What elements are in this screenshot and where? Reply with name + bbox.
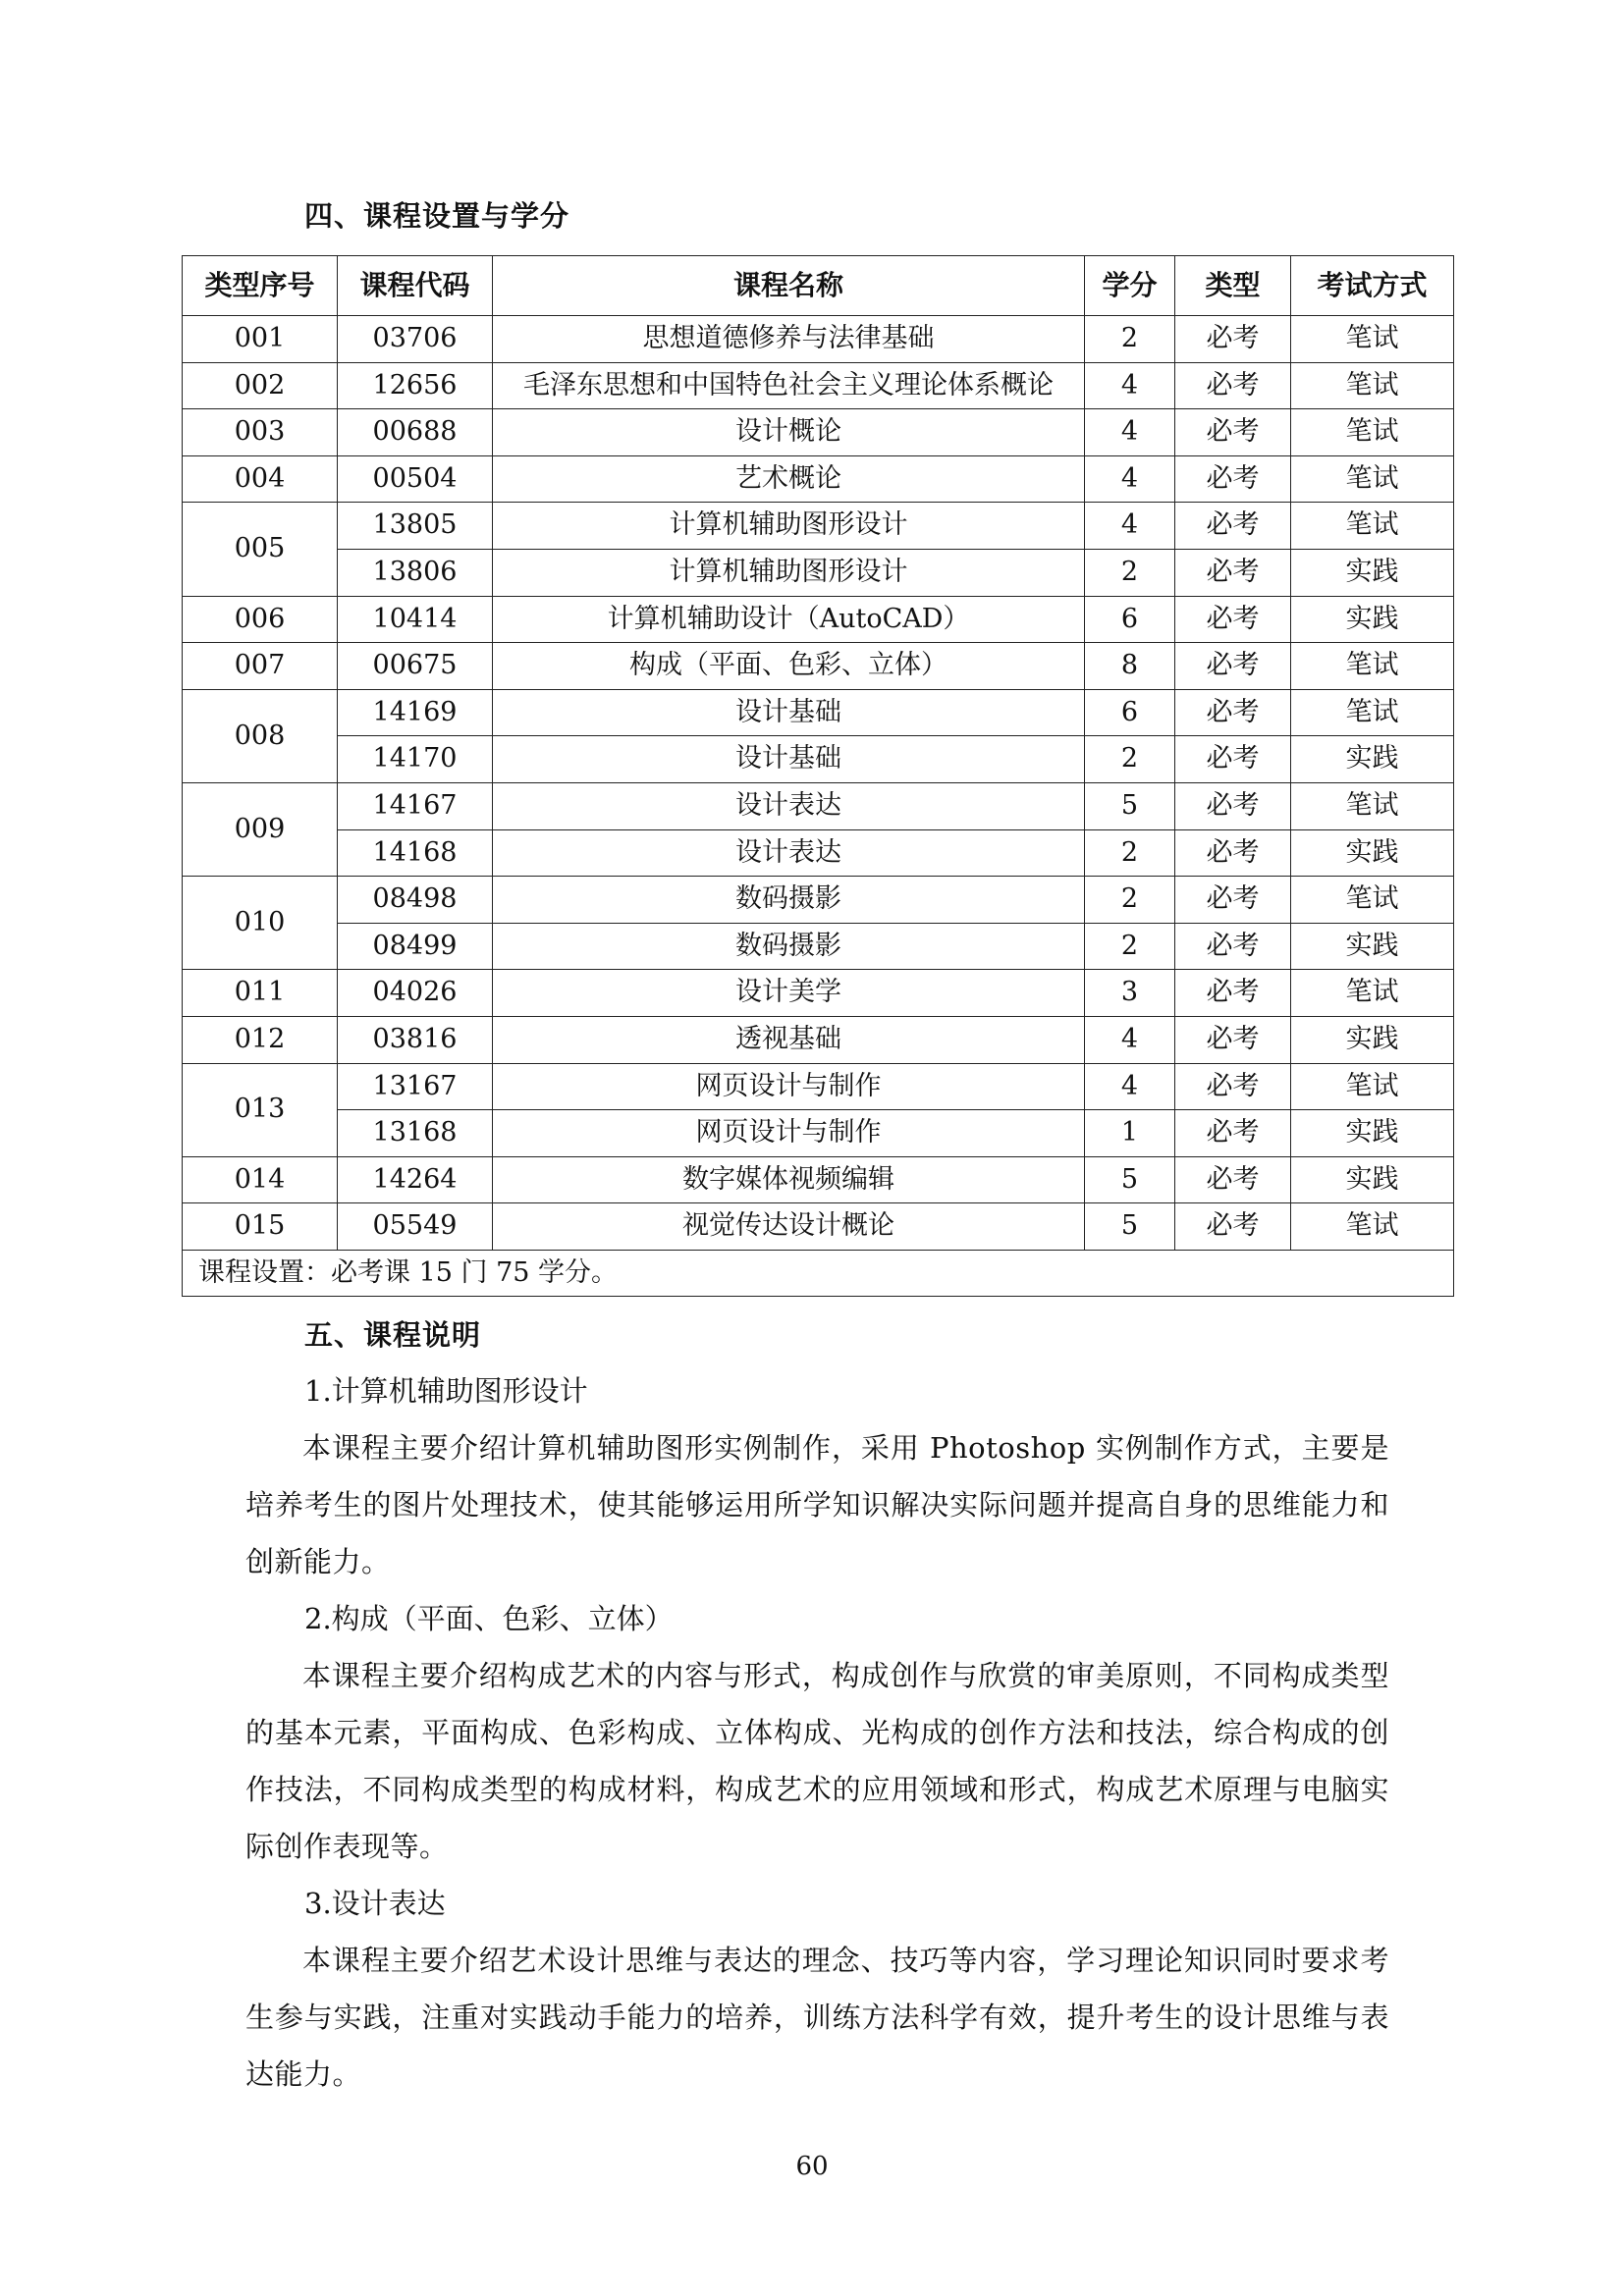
header-seq: 类型序号 xyxy=(183,256,338,316)
cell-exam: 笔试 xyxy=(1291,1203,1454,1251)
table-row xyxy=(183,596,1454,643)
table-row xyxy=(183,782,1454,829)
description-title: 1.计算机辅助图形设计 xyxy=(304,1374,588,1408)
description-body: 本课程主要介绍艺术设计思维与表达的理念、技巧等内容，学习理论知识同时要求考生参与实践，注重对实践动手能力的培养，训练方法科学有效，提升考生的设计思维与表达能力。 xyxy=(245,1944,1389,2091)
cell-code: 10414 xyxy=(338,596,493,643)
cell-credit: 2 xyxy=(1085,829,1175,877)
cell-credit: 2 xyxy=(1085,923,1175,970)
table-footer: 课程设置：必考课 15 门 75 学分。 xyxy=(183,1250,1454,1297)
cell-type: 必考 xyxy=(1175,970,1291,1017)
cell-exam: 笔试 xyxy=(1291,877,1454,924)
course-description-heading: 五、课程说明 xyxy=(304,1318,482,1352)
table-row xyxy=(183,970,1454,1017)
cell-code: 08498 xyxy=(338,877,493,924)
table-row xyxy=(183,923,1454,970)
cell-type: 必考 xyxy=(1175,829,1291,877)
cell-code: 04026 xyxy=(338,970,493,1017)
cell-exam: 实践 xyxy=(1291,923,1454,970)
cell-type: 必考 xyxy=(1175,409,1291,456)
cell-code: 14264 xyxy=(338,1156,493,1203)
header-name: 课程名称 xyxy=(493,256,1085,316)
cell-exam: 笔试 xyxy=(1291,503,1454,550)
course-descriptions xyxy=(245,1362,1389,2103)
cell-seq: 013 xyxy=(183,1063,338,1156)
cell-credit: 4 xyxy=(1085,409,1175,456)
cell-credit: 4 xyxy=(1085,455,1175,503)
cell-type: 必考 xyxy=(1175,643,1291,690)
cell-name: 思想道德修养与法律基础 xyxy=(493,316,1085,363)
cell-credit: 5 xyxy=(1085,782,1175,829)
cell-code: 00675 xyxy=(338,643,493,690)
cell-exam: 笔试 xyxy=(1291,643,1454,690)
cell-name: 透视基础 xyxy=(493,1016,1085,1063)
cell-credit: 5 xyxy=(1085,1156,1175,1203)
cell-exam: 笔试 xyxy=(1291,316,1454,363)
cell-seq: 008 xyxy=(183,689,338,782)
cell-exam: 实践 xyxy=(1291,596,1454,643)
cell-code: 03706 xyxy=(338,316,493,363)
cell-type: 必考 xyxy=(1175,503,1291,550)
cell-name: 网页设计与制作 xyxy=(493,1063,1085,1110)
cell-name: 设计基础 xyxy=(493,689,1085,736)
cell-name: 艺术概论 xyxy=(493,455,1085,503)
cell-type: 必考 xyxy=(1175,362,1291,409)
cell-exam: 笔试 xyxy=(1291,782,1454,829)
cell-exam: 实践 xyxy=(1291,1016,1454,1063)
cell-credit: 3 xyxy=(1085,970,1175,1017)
cell-name: 设计表达 xyxy=(493,829,1085,877)
header-exam: 考试方式 xyxy=(1291,256,1454,316)
cell-seq: 011 xyxy=(183,970,338,1017)
description-body: 本课程主要介绍构成艺术的内容与形式，构成创作与欣赏的审美原则，不同构成类型的基本元素，平面构成、色彩构成、立体构成、光构成的创作方法和技法，综合构成的创作技法，不同构成类型的构成材料，构成艺术的应用领域和形式，构成艺术原理与电脑实际创作表现等。 xyxy=(245,1659,1389,1863)
table-header-row xyxy=(183,256,1454,316)
cell-type: 必考 xyxy=(1175,1063,1291,1110)
cell-name: 计算机辅助设计（AutoCAD） xyxy=(493,596,1085,643)
cell-type: 必考 xyxy=(1175,596,1291,643)
cell-type: 必考 xyxy=(1175,1203,1291,1251)
cell-type: 必考 xyxy=(1175,782,1291,829)
cell-exam: 实践 xyxy=(1291,549,1454,596)
cell-code: 13806 xyxy=(338,549,493,596)
cell-exam: 笔试 xyxy=(1291,689,1454,736)
cell-seq: 014 xyxy=(183,1156,338,1203)
cell-seq: 004 xyxy=(183,455,338,503)
cell-name: 设计基础 xyxy=(493,736,1085,783)
table-row xyxy=(183,549,1454,596)
cell-type: 必考 xyxy=(1175,877,1291,924)
cell-type: 必考 xyxy=(1175,1016,1291,1063)
cell-seq: 010 xyxy=(183,877,338,970)
cell-credit: 2 xyxy=(1085,316,1175,363)
table-row xyxy=(183,1016,1454,1063)
cell-credit: 4 xyxy=(1085,1063,1175,1110)
cell-name: 计算机辅助图形设计 xyxy=(493,503,1085,550)
description-title: 2.构成（平面、色彩、立体） xyxy=(304,1602,674,1635)
cell-code: 08499 xyxy=(338,923,493,970)
cell-name: 设计概论 xyxy=(493,409,1085,456)
table-row xyxy=(183,689,1454,736)
cell-type: 必考 xyxy=(1175,736,1291,783)
table-row xyxy=(183,1063,1454,1110)
cell-name: 毛泽东思想和中国特色社会主义理论体系概论 xyxy=(493,362,1085,409)
cell-name: 数字媒体视频编辑 xyxy=(493,1156,1085,1203)
header-type: 类型 xyxy=(1175,256,1291,316)
section-title: 四、课程设置与学分 xyxy=(304,199,570,233)
cell-credit: 2 xyxy=(1085,877,1175,924)
cell-name: 计算机辅助图形设计 xyxy=(493,549,1085,596)
cell-name: 设计表达 xyxy=(493,782,1085,829)
cell-exam: 笔试 xyxy=(1291,970,1454,1017)
cell-type: 必考 xyxy=(1175,316,1291,363)
cell-seq: 015 xyxy=(183,1203,338,1251)
description-body: 本课程主要介绍计算机辅助图形实例制作，采用 Photoshop 实例制作方式，主要是培养考生的图片处理技术，使其能够运用所学知识解决实际问题并提高自身的思维能力和创新能力。 xyxy=(245,1431,1389,1578)
cell-code: 13167 xyxy=(338,1063,493,1110)
table-row xyxy=(183,455,1454,503)
cell-name: 视觉传达设计概论 xyxy=(493,1203,1085,1251)
cell-credit: 5 xyxy=(1085,1203,1175,1251)
cell-seq: 003 xyxy=(183,409,338,456)
table-row xyxy=(183,829,1454,877)
cell-seq: 009 xyxy=(183,782,338,876)
table-row xyxy=(183,643,1454,690)
table-row xyxy=(183,409,1454,456)
cell-seq: 012 xyxy=(183,1016,338,1063)
cell-code: 00504 xyxy=(338,455,493,503)
cell-credit: 6 xyxy=(1085,596,1175,643)
cell-code: 14169 xyxy=(338,689,493,736)
cell-exam: 笔试 xyxy=(1291,409,1454,456)
cell-credit: 1 xyxy=(1085,1110,1175,1157)
cell-name: 网页设计与制作 xyxy=(493,1110,1085,1157)
table-row xyxy=(183,1110,1454,1157)
cell-credit: 2 xyxy=(1085,736,1175,783)
cell-type: 必考 xyxy=(1175,455,1291,503)
cell-seq: 006 xyxy=(183,596,338,643)
cell-type: 必考 xyxy=(1175,1110,1291,1157)
table-row xyxy=(183,1156,1454,1203)
page-number: 60 xyxy=(795,2152,829,2181)
table-row xyxy=(183,1203,1454,1251)
cell-code: 14170 xyxy=(338,736,493,783)
cell-exam: 实践 xyxy=(1291,736,1454,783)
cell-type: 必考 xyxy=(1175,1156,1291,1203)
cell-exam: 实践 xyxy=(1291,1156,1454,1203)
cell-exam: 笔试 xyxy=(1291,362,1454,409)
cell-exam: 实践 xyxy=(1291,829,1454,877)
cell-credit: 4 xyxy=(1085,503,1175,550)
cell-credit: 8 xyxy=(1085,643,1175,690)
cell-code: 05549 xyxy=(338,1203,493,1251)
cell-code: 13805 xyxy=(338,503,493,550)
cell-name: 设计美学 xyxy=(493,970,1085,1017)
table-row xyxy=(183,362,1454,409)
table-row xyxy=(183,316,1454,363)
cell-type: 必考 xyxy=(1175,549,1291,596)
table-row xyxy=(183,503,1454,550)
cell-credit: 6 xyxy=(1085,689,1175,736)
cell-code: 13168 xyxy=(338,1110,493,1157)
table-footer-row xyxy=(183,1250,1454,1297)
cell-name: 构成（平面、色彩、立体） xyxy=(493,643,1085,690)
cell-seq: 002 xyxy=(183,362,338,409)
cell-exam: 笔试 xyxy=(1291,455,1454,503)
cell-code: 12656 xyxy=(338,362,493,409)
description-title: 3.设计表达 xyxy=(304,1887,446,1920)
table-row xyxy=(183,736,1454,783)
cell-credit: 2 xyxy=(1085,549,1175,596)
cell-code: 14168 xyxy=(338,829,493,877)
cell-code: 00688 xyxy=(338,409,493,456)
header-code: 课程代码 xyxy=(338,256,493,316)
cell-seq: 007 xyxy=(183,643,338,690)
cell-credit: 4 xyxy=(1085,362,1175,409)
header-credit: 学分 xyxy=(1085,256,1175,316)
cell-exam: 实践 xyxy=(1291,1110,1454,1157)
cell-seq: 001 xyxy=(183,316,338,363)
cell-seq: 005 xyxy=(183,503,338,596)
cell-code: 03816 xyxy=(338,1016,493,1063)
cell-code: 14167 xyxy=(338,782,493,829)
table-row xyxy=(183,877,1454,924)
course-table xyxy=(182,255,1454,1297)
cell-exam: 笔试 xyxy=(1291,1063,1454,1110)
cell-credit: 4 xyxy=(1085,1016,1175,1063)
cell-type: 必考 xyxy=(1175,923,1291,970)
cell-type: 必考 xyxy=(1175,689,1291,736)
cell-name: 数码摄影 xyxy=(493,923,1085,970)
cell-name: 数码摄影 xyxy=(493,877,1085,924)
